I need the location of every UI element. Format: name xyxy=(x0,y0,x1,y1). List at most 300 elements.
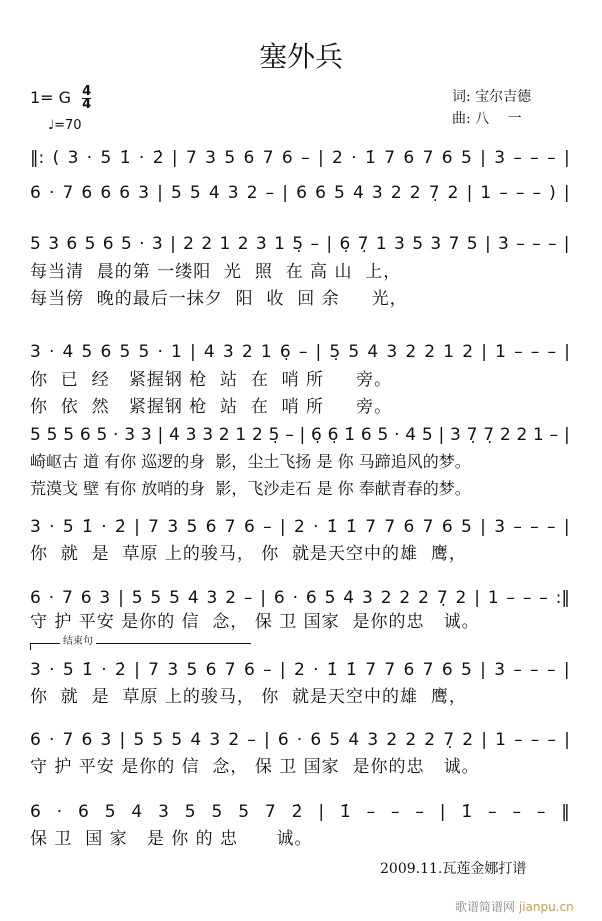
note: 6 xyxy=(243,660,255,680)
barline: | xyxy=(260,588,267,608)
note: 6 xyxy=(81,183,93,203)
note: 1 xyxy=(443,342,455,362)
barline: | xyxy=(282,183,289,203)
barline: | xyxy=(563,517,570,537)
note: 2 xyxy=(293,660,305,680)
dash: – xyxy=(506,588,516,608)
note: 5 xyxy=(133,730,145,750)
music-row xyxy=(30,341,570,363)
note: 7̣ xyxy=(443,730,455,750)
note: · xyxy=(48,183,55,203)
note: 1 xyxy=(260,342,272,362)
note: · xyxy=(313,517,319,537)
note: 5 xyxy=(120,234,132,254)
note: 6 xyxy=(119,183,131,203)
dash: – xyxy=(547,660,556,680)
dash: – xyxy=(366,802,376,822)
note: 7̣ xyxy=(428,183,440,203)
dash: – xyxy=(515,183,525,203)
note: ( xyxy=(52,148,60,168)
note: 6 xyxy=(360,425,372,445)
barline: | xyxy=(318,802,325,822)
note: 7 xyxy=(365,517,377,537)
note: 3 xyxy=(205,148,216,168)
note: 5 xyxy=(96,425,108,445)
note: 7̣ xyxy=(357,234,369,254)
note: 3 xyxy=(158,802,169,822)
note: 6 xyxy=(30,730,41,750)
note: · xyxy=(113,425,119,445)
music-row xyxy=(30,147,570,169)
note: 2 xyxy=(447,183,459,203)
note: 3 xyxy=(124,425,136,445)
tempo-mark: ♩=70 xyxy=(48,118,82,133)
note: 3 xyxy=(371,183,383,203)
note: 6 xyxy=(277,730,289,750)
dash: – xyxy=(522,588,532,608)
note: 7 xyxy=(62,183,74,203)
note: · xyxy=(157,342,163,362)
note: 3 xyxy=(430,234,442,254)
note: · xyxy=(139,234,145,254)
note: 7 xyxy=(262,148,274,168)
note: 5̣ xyxy=(329,342,341,362)
note: 3 xyxy=(30,342,41,362)
note: · xyxy=(86,148,93,168)
note: 2 xyxy=(462,730,474,750)
note: 1 xyxy=(495,342,506,362)
note: 6 xyxy=(102,234,114,254)
note: 6 xyxy=(305,588,317,608)
note: 5 xyxy=(30,425,41,445)
barline: | xyxy=(279,517,286,537)
time-signature xyxy=(82,86,91,111)
note: 4 xyxy=(203,342,215,362)
note: 5 xyxy=(186,660,198,680)
note: 3 xyxy=(99,588,111,608)
note: 2 xyxy=(455,588,467,608)
transcriber-signature: 2009.11.瓦莲金娜打谱 xyxy=(380,861,527,877)
barline: | xyxy=(439,802,446,822)
note: 7 xyxy=(422,660,434,680)
dash: – xyxy=(536,802,546,822)
note: 7 xyxy=(61,588,73,608)
note: 5 xyxy=(119,342,131,362)
note: 7 xyxy=(422,517,434,537)
note: · xyxy=(101,660,107,680)
music-row xyxy=(30,233,570,255)
note: 6 xyxy=(403,517,415,537)
barline: | xyxy=(171,148,178,168)
note: 5 xyxy=(334,183,345,203)
note: 1̇ xyxy=(339,802,351,822)
note: 3 xyxy=(362,588,373,608)
note: 2 xyxy=(386,730,398,750)
barline: :‖ xyxy=(555,588,570,608)
note: 5 xyxy=(84,234,96,254)
dash: – xyxy=(298,342,308,362)
note: 5 xyxy=(171,730,183,750)
note: 2 xyxy=(424,342,436,362)
note: 4 xyxy=(352,183,364,203)
note: 2 xyxy=(390,183,402,203)
dash: – xyxy=(243,588,253,608)
note: · xyxy=(313,660,319,680)
note: 5 xyxy=(186,517,198,537)
note: 3 xyxy=(367,730,379,750)
note: · xyxy=(48,342,55,362)
barline: | xyxy=(134,517,140,537)
note: · xyxy=(49,660,55,680)
time-bottom: 4 xyxy=(82,97,92,112)
note: 1̇ xyxy=(119,148,131,168)
note: 5 xyxy=(131,588,143,608)
dash: – xyxy=(530,660,539,680)
dash: – xyxy=(530,148,539,168)
note: 2 xyxy=(225,588,237,608)
note: 1̇ xyxy=(461,802,473,822)
note: 3 xyxy=(167,517,179,537)
music-row xyxy=(30,587,570,609)
barline: | xyxy=(170,234,176,254)
note: 5 xyxy=(324,588,336,608)
note: 6̣ xyxy=(327,425,339,445)
note: 5 xyxy=(211,802,223,822)
note: 4 xyxy=(343,588,355,608)
note: 6 xyxy=(100,342,112,362)
key-label: 1= G xyxy=(30,88,72,107)
dash: – xyxy=(512,802,521,822)
note: 1̇ xyxy=(346,660,357,680)
note: 3 xyxy=(494,517,506,537)
note: ) xyxy=(549,183,556,203)
music-row xyxy=(30,729,570,751)
dash: – xyxy=(265,183,275,203)
note: 7 xyxy=(224,517,236,537)
note: 5 xyxy=(460,148,472,168)
watermark-cn: 歌谱简谱网 xyxy=(455,900,516,914)
dash: – xyxy=(285,425,294,445)
note: 4 xyxy=(348,730,360,750)
dash: – xyxy=(532,234,541,254)
note: 1 xyxy=(235,425,247,445)
note: 3 xyxy=(227,183,239,203)
note: 4 xyxy=(208,183,220,203)
barline: | xyxy=(317,148,324,168)
key-signature xyxy=(30,86,91,111)
note: · xyxy=(101,517,107,537)
barline: | xyxy=(474,588,480,608)
barline: | xyxy=(118,588,124,608)
note: 3 xyxy=(386,342,398,362)
barline: | xyxy=(564,730,570,750)
note: 2̇ xyxy=(291,802,303,822)
note: · xyxy=(49,517,55,537)
barline: | xyxy=(119,730,126,750)
note: 5 xyxy=(421,425,433,445)
note: 5 xyxy=(104,802,116,822)
barline: | xyxy=(481,730,487,750)
barline: | xyxy=(563,148,570,168)
note: 1 xyxy=(219,234,231,254)
note: 6 xyxy=(243,148,255,168)
barline: | xyxy=(157,425,164,445)
note: 6 xyxy=(243,517,255,537)
note: 5 xyxy=(460,517,472,537)
note: 7 xyxy=(448,234,460,254)
note: 6 xyxy=(80,588,92,608)
dash: – xyxy=(301,148,310,168)
note: 7 xyxy=(365,660,377,680)
barline: | xyxy=(480,660,486,680)
lyric-line: 每当傍 晚的最后一抹夕 阳 收 回 余 光， xyxy=(30,289,408,309)
note: 3 xyxy=(138,183,150,203)
dash: – xyxy=(539,588,548,608)
note: 6 xyxy=(441,660,453,680)
note: 4 xyxy=(131,802,143,822)
note: 5 xyxy=(100,148,112,168)
note: 6 xyxy=(66,234,78,254)
note: 2 xyxy=(405,730,417,750)
note: 7 xyxy=(185,148,197,168)
note: 7̣ xyxy=(466,425,478,445)
note: 6 xyxy=(296,183,307,203)
note: 1̇ xyxy=(365,148,376,168)
music-row xyxy=(30,424,570,446)
note: 2̇ xyxy=(114,660,126,680)
note: 1 xyxy=(171,342,182,362)
barline: | xyxy=(563,660,570,680)
note: 1̇ xyxy=(82,517,93,537)
note: 5 xyxy=(348,342,360,362)
dash: – xyxy=(513,660,522,680)
dash: – xyxy=(263,517,272,537)
note: 5 xyxy=(377,425,389,445)
note: 3 xyxy=(498,234,509,254)
note: 5 xyxy=(466,234,478,254)
music-row xyxy=(30,801,570,823)
note: · xyxy=(296,730,303,750)
lyric-line: 崎岖古 道 有你 巡逻的身 影，尘土飞扬 是 你 马蹄追风的梦。 xyxy=(30,452,471,471)
dash: – xyxy=(247,730,256,750)
dash: – xyxy=(488,802,497,822)
note: 4 xyxy=(405,425,417,445)
note: 2 xyxy=(405,342,417,362)
note: 3 xyxy=(151,234,163,254)
note: 2̇ xyxy=(152,148,164,168)
note: 1̇ xyxy=(326,517,338,537)
note: 1 xyxy=(495,730,506,750)
dash: – xyxy=(530,730,540,750)
dash: – xyxy=(547,234,557,254)
note: 2 xyxy=(228,730,240,750)
dash: – xyxy=(310,234,319,254)
barline: | xyxy=(315,342,322,362)
composer: 曲: 八 一 xyxy=(452,111,522,127)
note: · xyxy=(48,588,55,608)
barline: | xyxy=(563,425,570,445)
note: 7 xyxy=(62,730,74,750)
note: 5 xyxy=(329,730,341,750)
note: 6 xyxy=(30,183,41,203)
note: 5 xyxy=(460,660,472,680)
note: 7̣ xyxy=(483,425,495,445)
note: 5 xyxy=(62,660,74,680)
note: 3 xyxy=(48,234,60,254)
note: 3 xyxy=(167,660,179,680)
dash: – xyxy=(516,234,525,254)
dash: – xyxy=(532,183,542,203)
note: 5 xyxy=(189,183,201,203)
note: 3 xyxy=(206,588,218,608)
note: 1 xyxy=(487,588,499,608)
note: · xyxy=(138,148,145,168)
note: 2 xyxy=(237,234,249,254)
note: 2 xyxy=(293,517,305,537)
note: 5 xyxy=(184,802,196,822)
lyric-line: 你 就 是 草原 上的骏马， 你 就是天空中的雄 鹰， xyxy=(30,544,467,564)
note: 2 xyxy=(418,588,429,608)
dash: – xyxy=(514,342,523,362)
note: 6̣ xyxy=(339,234,351,254)
note: 2 xyxy=(424,730,436,750)
dash: – xyxy=(547,730,556,750)
note: 6 xyxy=(403,148,415,168)
dash: – xyxy=(499,183,508,203)
barline: | xyxy=(563,234,570,254)
note: 2 xyxy=(462,342,474,362)
note: 3 xyxy=(140,425,152,445)
lyric-line: 你 就 是 草原 上的骏马， 你 就是天空中的雄 鹰， xyxy=(30,687,467,707)
note: 2 xyxy=(409,183,421,203)
note: 6 xyxy=(100,183,112,203)
note: 6 xyxy=(81,730,93,750)
note: 7̣ xyxy=(436,588,448,608)
note: 3 xyxy=(255,234,267,254)
dash: – xyxy=(513,148,522,168)
note: 6 xyxy=(30,802,41,822)
note: 3 xyxy=(450,425,461,445)
barline: | xyxy=(466,183,473,203)
note: 6 xyxy=(441,148,453,168)
barline: ‖: xyxy=(30,148,45,168)
lyric-line: 荒漠戈 壁 有你 放哨的身 影，飞沙走石 是 你 奉献青春的梦。 xyxy=(30,479,471,498)
note: 5 xyxy=(62,517,74,537)
note: 7 xyxy=(422,148,434,168)
note: 2 xyxy=(218,425,230,445)
note: · xyxy=(351,148,357,168)
note: 6 xyxy=(77,802,89,822)
barline: | xyxy=(299,425,306,445)
note: 2 xyxy=(252,425,263,445)
note: 4 xyxy=(62,342,74,362)
note: 3 xyxy=(494,148,506,168)
note: 3 xyxy=(67,148,79,168)
note: 1̇ xyxy=(344,425,356,445)
note: 7 xyxy=(384,148,396,168)
note: 5 xyxy=(150,588,162,608)
note: 6 xyxy=(310,730,322,750)
barline: | xyxy=(484,234,491,254)
note: 3 xyxy=(394,234,405,254)
barline: | xyxy=(563,183,570,203)
note: 7 xyxy=(148,660,159,680)
note: 1̇ xyxy=(82,660,93,680)
note: 6 xyxy=(403,660,415,680)
barline: | xyxy=(480,148,486,168)
note: 2 xyxy=(241,342,253,362)
barline: | xyxy=(564,342,570,362)
note: 7 xyxy=(148,517,159,537)
note: 5 xyxy=(152,730,164,750)
lyric-line: 你 依 然 紧握钢 枪 站 在 哨 所 旁。 xyxy=(30,397,393,417)
note: 3 xyxy=(30,517,41,537)
barline: | xyxy=(157,183,163,203)
dash: – xyxy=(530,342,540,362)
note: 4 xyxy=(168,425,180,445)
note: 5 xyxy=(238,802,250,822)
note: 2̇ xyxy=(114,517,126,537)
note: 2 xyxy=(399,588,411,608)
watermark xyxy=(455,900,574,915)
note: 2 xyxy=(183,234,194,254)
note: 5 xyxy=(412,234,424,254)
watermark-en: jianpu.cn xyxy=(518,900,574,914)
note: 6̣ xyxy=(279,342,291,362)
dash: – xyxy=(547,342,556,362)
note: 1 xyxy=(533,425,544,445)
note: 3 xyxy=(222,342,234,362)
barline: | xyxy=(326,234,333,254)
dash: – xyxy=(391,802,400,822)
dash: – xyxy=(547,517,556,537)
note: 4 xyxy=(367,342,379,362)
note: 2 xyxy=(516,425,528,445)
barline: | xyxy=(263,730,270,750)
barline: | xyxy=(279,660,286,680)
dash: – xyxy=(549,425,559,445)
note: 1 xyxy=(375,234,387,254)
note: · xyxy=(48,730,55,750)
note: 7 xyxy=(264,802,276,822)
music-row xyxy=(30,659,570,681)
note: 2 xyxy=(380,588,392,608)
note: 3 xyxy=(185,425,197,445)
time-top: 4 xyxy=(82,84,92,99)
dash: – xyxy=(513,517,522,537)
lyric-line: 守 护 平安 是你的 信 念， 保 卫 国家 是你的忠 诚。 xyxy=(30,757,480,777)
barline: | xyxy=(480,517,486,537)
note: 5 xyxy=(81,342,93,362)
note: 5 xyxy=(169,588,180,608)
note: 6 xyxy=(315,183,326,203)
lyric-line: 每当清 晨的第 一缕阳 光 照 在 高 山 上， xyxy=(30,262,402,282)
note: 7 xyxy=(224,660,236,680)
note: 6 xyxy=(205,660,217,680)
note: · xyxy=(292,588,299,608)
barline: | xyxy=(134,660,140,680)
note: 3 xyxy=(494,660,506,680)
note: 5 xyxy=(63,425,75,445)
note: 5 xyxy=(46,425,58,445)
note: 5 xyxy=(224,148,236,168)
note: 4 xyxy=(187,588,199,608)
ending-label: 结束句 xyxy=(60,636,96,648)
dash: – xyxy=(263,660,272,680)
lyric-line: 你 已 经 紧握钢 枪 站 在 哨 所 旁。 xyxy=(30,370,393,390)
note: 7 xyxy=(384,660,396,680)
note: 5̣ xyxy=(268,425,280,445)
